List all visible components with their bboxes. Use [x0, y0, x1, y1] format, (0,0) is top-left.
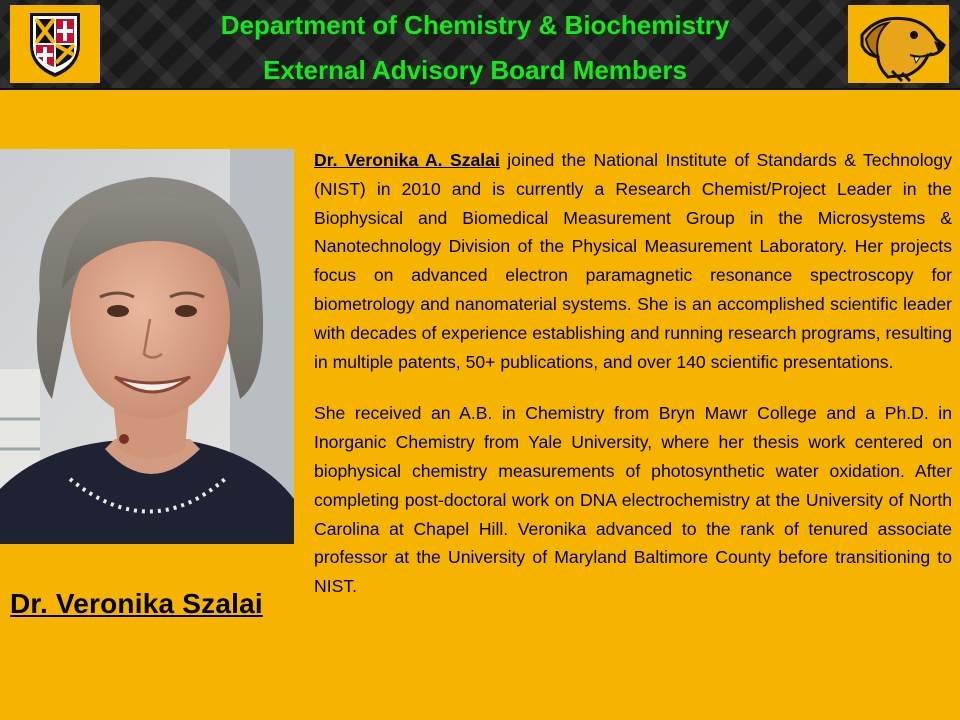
header-divider — [0, 88, 960, 90]
retriever-mascot-icon — [848, 5, 949, 83]
bio-name: Dr. Veronika A. Szalai — [314, 150, 500, 170]
umbc-shield-icon — [10, 5, 100, 83]
title-line-2: External Advisory Board Members — [263, 55, 687, 85]
bio-paragraph-1-text: joined the National Institute of Standards & Technology (NIST) in 2010 and is currently a Research Chemist/Project Leader in the Biophysical and Biomedical Measurement Group in the Microsystems & Nanotechnology Division of the Physical Measurement Laboratory. Her projects focus on advanced electron paramagnetic resonance spectroscopy for biometrology and nanomaterial systems. She is an accomplished scientific leader with decades of experience establishing and running research programs, resulting in multiple patents, 50+ publications, and over 140 scientific presentations. — [314, 150, 952, 372]
bio-paragraph-2: She received an A.B. in Chemistry from Bryn Mawr College and a Ph.D. in Inorganic Chemistry from Yale University, where her thesis work centered on biophysical chemistry measurements of photosynthetic water oxidation. After completing post-doctoral work on DNA electrochemistry at the University of North Carolina at Chapel Hill. Veronika advanced to the rank of tenured associate professor at the University of Maryland Baltimore County before transitioning to NIST. — [314, 403, 952, 597]
title-line-1: Department of Chemistry & Biochemistry — [220, 10, 730, 40]
portrait-photo — [0, 149, 294, 544]
bio-paragraph-1 — [314, 146, 952, 376]
profile-caption: Dr. Veronika Szalai — [10, 588, 263, 619]
bio-text — [314, 146, 952, 601]
